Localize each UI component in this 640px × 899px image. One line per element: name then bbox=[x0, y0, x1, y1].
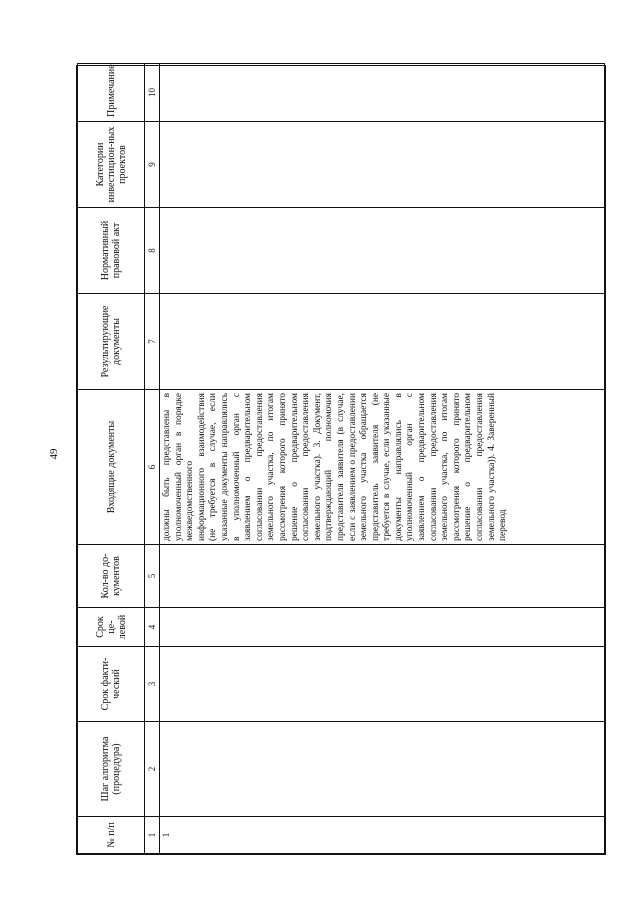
header-row bbox=[78, 64, 145, 854]
incoming-docs-cell bbox=[160, 390, 605, 545]
algorithm-table bbox=[76, 65, 606, 855]
table-row bbox=[160, 64, 605, 854]
project-categories-cell bbox=[160, 122, 605, 208]
column-number: 2 bbox=[145, 722, 160, 817]
header-cell-result-docs: Результирующие документы bbox=[78, 294, 145, 390]
column-number: 5 bbox=[145, 545, 160, 608]
actual-term-cell bbox=[160, 647, 605, 722]
header-cell-project-categories: Категории инвестицион-ных проектов bbox=[78, 122, 145, 208]
header-cell-incoming-docs: Входящие документы bbox=[78, 390, 145, 545]
header-cell-note: Примечание bbox=[78, 64, 145, 122]
column-number: 10 bbox=[145, 64, 160, 122]
header-cell-doc-count: Кол-во до-кументов bbox=[78, 545, 145, 608]
header-cell-legal-act: Нормативный правовой акт bbox=[78, 208, 145, 294]
column-number: 8 bbox=[145, 208, 160, 294]
row-number: 1 bbox=[161, 832, 171, 838]
result-docs-cell bbox=[160, 294, 605, 390]
target-term-cell bbox=[160, 608, 605, 647]
doc-count-cell bbox=[160, 545, 605, 608]
note-cell bbox=[160, 64, 605, 122]
column-number: 3 bbox=[145, 647, 160, 722]
column-number: 7 bbox=[145, 294, 160, 390]
page-number: 49 bbox=[48, 448, 60, 460]
header-cell-step: Шаг алгоритма (процедура) bbox=[78, 722, 145, 817]
column-number: 9 bbox=[145, 122, 160, 208]
step-cell bbox=[160, 722, 605, 817]
column-number-row bbox=[145, 64, 160, 854]
column-number: 6 bbox=[145, 390, 160, 545]
row-number-cell bbox=[160, 817, 605, 854]
header-cell-target-term: Срок це-левой bbox=[78, 608, 145, 647]
column-number: 1 bbox=[145, 817, 160, 854]
header-cell-number: № п/п bbox=[78, 817, 145, 854]
legal-act-cell bbox=[160, 208, 605, 294]
incoming-docs-text: должны быть представлены в уполномоченный орган в порядке межведомственного информационного взаимодействия (не требуется в случае, если указанные документы направлялись в уполномоченный орган с заявлением о предварительном согласовании предоставления земельного участка, по итогам рассмотрения которого принято решение о предварительном согласовании предоставления земельного участка). 3. Документ, подтверждающий полномочия представителя заявителя (в случае, если с заявлением о предоставлении земельного участка обращается представитель заявителя (не требуется в случае, если указанные документы направлялись в уполномоченный орган с заявлением о предварительном согласовании предоставления земельного участка, по итогам рассмотрения которого принято решение о предварительном согласовании предоставления земельного участка)). 4. Заверенный перевод bbox=[162, 393, 509, 541]
column-number: 4 bbox=[145, 608, 160, 647]
header-cell-actual-term: Срок факти-ческий bbox=[78, 647, 145, 722]
